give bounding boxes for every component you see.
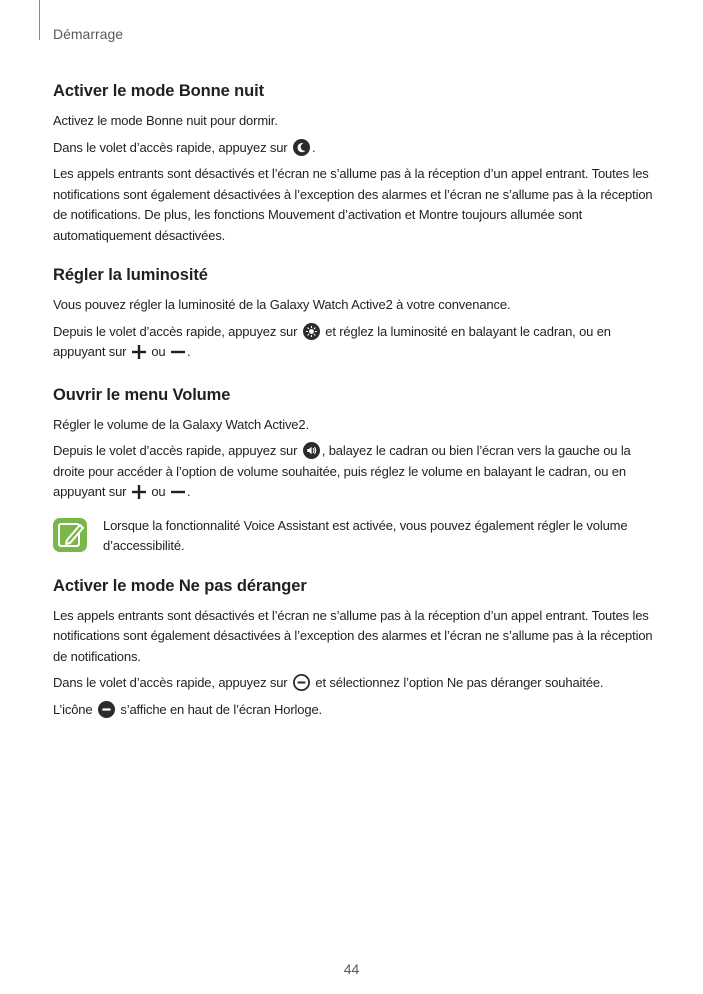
do-not-disturb-icon	[293, 674, 310, 691]
section-volume	[53, 386, 653, 557]
moon-icon	[293, 139, 310, 156]
margin-rule	[39, 0, 40, 40]
text-run: Depuis le volet d’accès rapide, appuyez sur	[53, 323, 298, 339]
section-bonne-nuit	[53, 82, 653, 246]
paragraph: Les appels entrants sont désactivés et l’écran ne s’allume pas à la réception d’un appel entrant. Toutes les notifications sont également désactivées à l’exception des alarmes et l’écran ne s’allume pas à la réception de notifications.	[53, 607, 653, 664]
text-run: Dans le volet d’accès rapide, appuyez sur	[53, 675, 288, 690]
minus-icon	[171, 485, 185, 506]
text-run: Depuis le volet d’accès rapide, appuyez sur	[53, 443, 298, 458]
plus-icon	[132, 345, 146, 366]
text-run: s’affiche en haut de l’écran Horloge.	[120, 701, 322, 717]
section-title: Ouvrir le menu Volume	[53, 385, 231, 404]
text-run: ou	[151, 484, 166, 499]
note-box	[53, 516, 653, 557]
paragraph: Activez le mode Bonne nuit pour dormir.	[53, 113, 278, 128]
section-title: Régler la luminosité	[53, 266, 208, 284]
text-run: , balayez le cadran ou bien l’écran vers la gauche ou la droite pour accéder à l’option de volume souhaitée, puis réglez le volume en balayant le cadran, ou en appuyant sur	[53, 443, 631, 499]
text-run: ou	[151, 344, 166, 359]
note-icon	[53, 518, 87, 552]
brightness-icon	[303, 323, 320, 340]
note-text: Lorsque la fonctionnalité Voice Assistant est activée, vous pouvez également régler le volume d’accessibilité.	[103, 517, 628, 553]
paragraph	[53, 441, 653, 506]
paragraph	[53, 673, 653, 694]
paragraph: Vous pouvez régler la luminosité de la Galaxy Watch Active2 à votre convenance.	[53, 297, 511, 312]
text-run: et sélectionnez l’option Ne pas déranger souhaitée.	[315, 675, 604, 690]
text-run: L’icône	[53, 701, 93, 717]
text-run: et réglez la luminosité en balayant le cadran, ou en appuyant sur	[53, 323, 611, 359]
paragraph: Régler le volume de la Galaxy Watch Active2.	[53, 416, 309, 432]
paragraph	[53, 700, 653, 721]
paragraph	[53, 138, 653, 159]
page-number: 44	[343, 961, 360, 977]
page-content	[53, 82, 653, 740]
do-not-disturb-filled-icon	[98, 701, 115, 718]
minus-icon	[171, 345, 185, 366]
paragraph	[53, 322, 653, 366]
plus-icon	[132, 485, 146, 506]
text-run: .	[186, 484, 191, 499]
text-run: .	[186, 344, 191, 359]
text-run: Dans le volet d’accès rapide, appuyez sur	[53, 139, 288, 155]
section-title: Activer le mode Ne pas déranger	[53, 576, 307, 595]
section-ne-pas-deranger	[53, 577, 653, 721]
text-run: .	[311, 139, 316, 155]
running-head: Démarrage	[53, 26, 124, 42]
section-luminosite	[53, 266, 653, 366]
section-title: Activer le mode Bonne nuit	[53, 82, 265, 100]
volume-icon	[303, 442, 320, 459]
paragraph: Les appels entrants sont désactivés et l’écran ne s’allume pas à la réception d’un appel entrant. Toutes les notifications sont également désactivées à l’exception des alarmes et l’écran ne s’allume pas à la réception de notifications. De plus, les fonctions Mouvement d’activation et Montre toujours allumée sont automatiquement désactivées.	[53, 166, 653, 243]
